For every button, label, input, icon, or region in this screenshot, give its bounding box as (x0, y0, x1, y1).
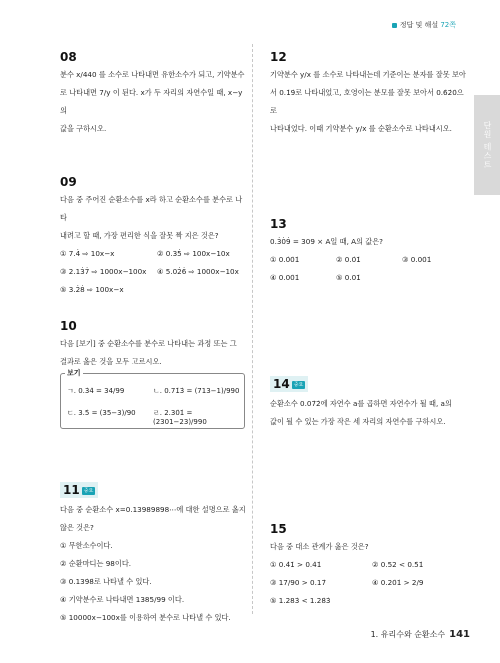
problem-line: 0.3̇0̇9̇ = 309 × A일 때, A의 값은? (270, 237, 383, 246)
answer-option[interactable]: ⑤ 1.283̇ < 1.28̇3̇ (270, 596, 331, 605)
problem-line: 로 나타내면 7/y 이 된다. x가 두 자리의 자연수일 때, x−y의 (60, 88, 243, 115)
answer-option[interactable]: ④ 0.00̇1̇ (270, 273, 300, 282)
problem-line: 값을 구하시오. (60, 124, 107, 133)
answer-option[interactable]: ② 0.0̇1̇ (336, 255, 361, 264)
problem-15 (270, 522, 468, 610)
column-divider (252, 44, 253, 614)
problem-line: 순환소수 0.07̇2̇에 자연수 a를 곱하면 자연수가 될 때, a의 (270, 399, 452, 408)
problem-number: 14 (273, 377, 290, 391)
problem-line: 다음 중 순환소수 x=0.13989898⋯에 대한 설명으로 옳지 (60, 505, 246, 514)
problem-line: 서 0.1̇9̇로 나타내었고, 호영이는 분모를 잘못 보아서 0.6̇2̇0̇으로 (270, 88, 464, 115)
problem-08 (60, 50, 248, 138)
important-badge: 중요 (293, 381, 304, 388)
problem-number: 13 (270, 217, 287, 231)
page-footer (371, 629, 470, 640)
problem-line: 다음 [보기] 중 순환소수를 분수로 나타내는 과정 또는 그 (60, 339, 237, 348)
problem-line: 않은 것은? (60, 523, 94, 532)
answer-option[interactable]: ① 7.4̇ ⇨ 10x−x (60, 249, 115, 258)
problem-13 (270, 217, 468, 287)
problem-line: 나타내었다. 이때 기약분수 y/x 를 순환소수로 나타내시오. (270, 124, 452, 133)
answer-option[interactable]: ④ 5.02̇6̇ ⇨ 1000x−10x (157, 267, 239, 276)
bogi-label: 보기 (67, 369, 81, 377)
problem-line: 결과로 옳은 것을 모두 고르시오. (60, 357, 162, 366)
problem-line: 다음 중 주어진 순환소수를 x라 하고 순환소수를 분수로 나타 (60, 195, 243, 222)
bogi-item: ㄹ. 2.30̇1̇ = (2301−23)/990 (153, 409, 207, 426)
problem-12 (270, 50, 468, 138)
side-tab-label: 단원 테스트 (483, 121, 492, 170)
answer-option[interactable]: ③ 0.139̇8̇로 나타낼 수 있다. (60, 577, 152, 586)
answer-option[interactable]: ① 무한소수이다. (60, 541, 113, 550)
problem-number-box (270, 376, 308, 392)
problem-number-box (60, 482, 98, 498)
problem-number: 12 (270, 50, 287, 64)
bogi-item: ㄷ. 3.5̇ = (35−3)/90 (67, 409, 136, 417)
problem-number: 10 (60, 319, 77, 333)
problem-14 (270, 376, 468, 431)
answer-option[interactable]: ⑤ 0.01̇ (336, 273, 361, 282)
bogi-item: ㄴ. 0.71̇3̇ = (713−1)/990 (153, 387, 240, 395)
problem-number: 08 (60, 50, 77, 64)
answer-option[interactable]: ④ 기약분수로 나타내면 1385/99 이다. (60, 595, 185, 604)
answer-option[interactable]: ② 0.52 < 0.5̇1̇ (372, 560, 424, 569)
header-page-ref: 72쪽 (440, 21, 456, 29)
header-prefix: 정답 및 해설 (399, 21, 439, 29)
answer-option[interactable]: ④ 0.20̇1̇ > 2/9 (372, 578, 424, 587)
bullet-icon (392, 23, 397, 28)
side-tab[interactable] (474, 95, 500, 195)
problem-line: 분수 x/440 를 소수로 나타내면 유한소수가 되고, 기약분수 (60, 70, 245, 79)
problem-line: 다음 중 대소 관계가 옳은 것은? (270, 542, 369, 551)
answer-option[interactable]: ① 0.4̇1̇ > 0.4̇1̇ (270, 560, 322, 569)
answer-option[interactable]: ② 순환마디는 98이다. (60, 559, 132, 568)
page-header (392, 20, 456, 30)
chapter-title: 1. 유리수와 순환소수 (370, 630, 446, 639)
answer-option[interactable]: ⑤ 3.2̇8̇ ⇨ 100x−x (60, 285, 124, 294)
bogi-box (60, 369, 245, 429)
answer-option[interactable]: ③ 17/90 > 0.17̇ (270, 578, 327, 587)
problem-09 (60, 175, 248, 299)
answer-option[interactable]: ③ 0.00̇1̇ (402, 255, 432, 264)
problem-line: 값이 될 수 있는 가장 작은 세 자리의 자연수를 구하시오. (270, 417, 446, 426)
important-badge: 중요 (83, 487, 94, 494)
problem-line: 기약분수 y/x 를 소수로 나타내는데 기준이는 분자를 잘못 보아 (270, 70, 466, 79)
problem-number: 09 (60, 175, 77, 189)
bogi-item: ㄱ. 0.3̇4̇ = 34/99 (67, 387, 125, 395)
problem-number: 15 (270, 522, 287, 536)
problem-line: 내려고 할 때, 가장 편리한 식을 잘못 짝 지은 것은? (60, 231, 219, 240)
answer-option[interactable]: ⑤ 10000x−100x를 이용하여 분수로 나타낼 수 있다. (60, 613, 231, 622)
problem-number: 11 (63, 483, 80, 497)
answer-option[interactable]: ② 0.35̇ ⇨ 100x−10x (157, 249, 230, 258)
problem-11 (60, 482, 250, 627)
answer-option[interactable]: ① 0.0̇0̇1̇ (270, 255, 300, 264)
page-number: 141 (449, 629, 470, 640)
answer-option[interactable]: ③ 2.13̇7̇ ⇨ 1000x−100x (60, 267, 147, 276)
problem-10 (60, 319, 248, 371)
